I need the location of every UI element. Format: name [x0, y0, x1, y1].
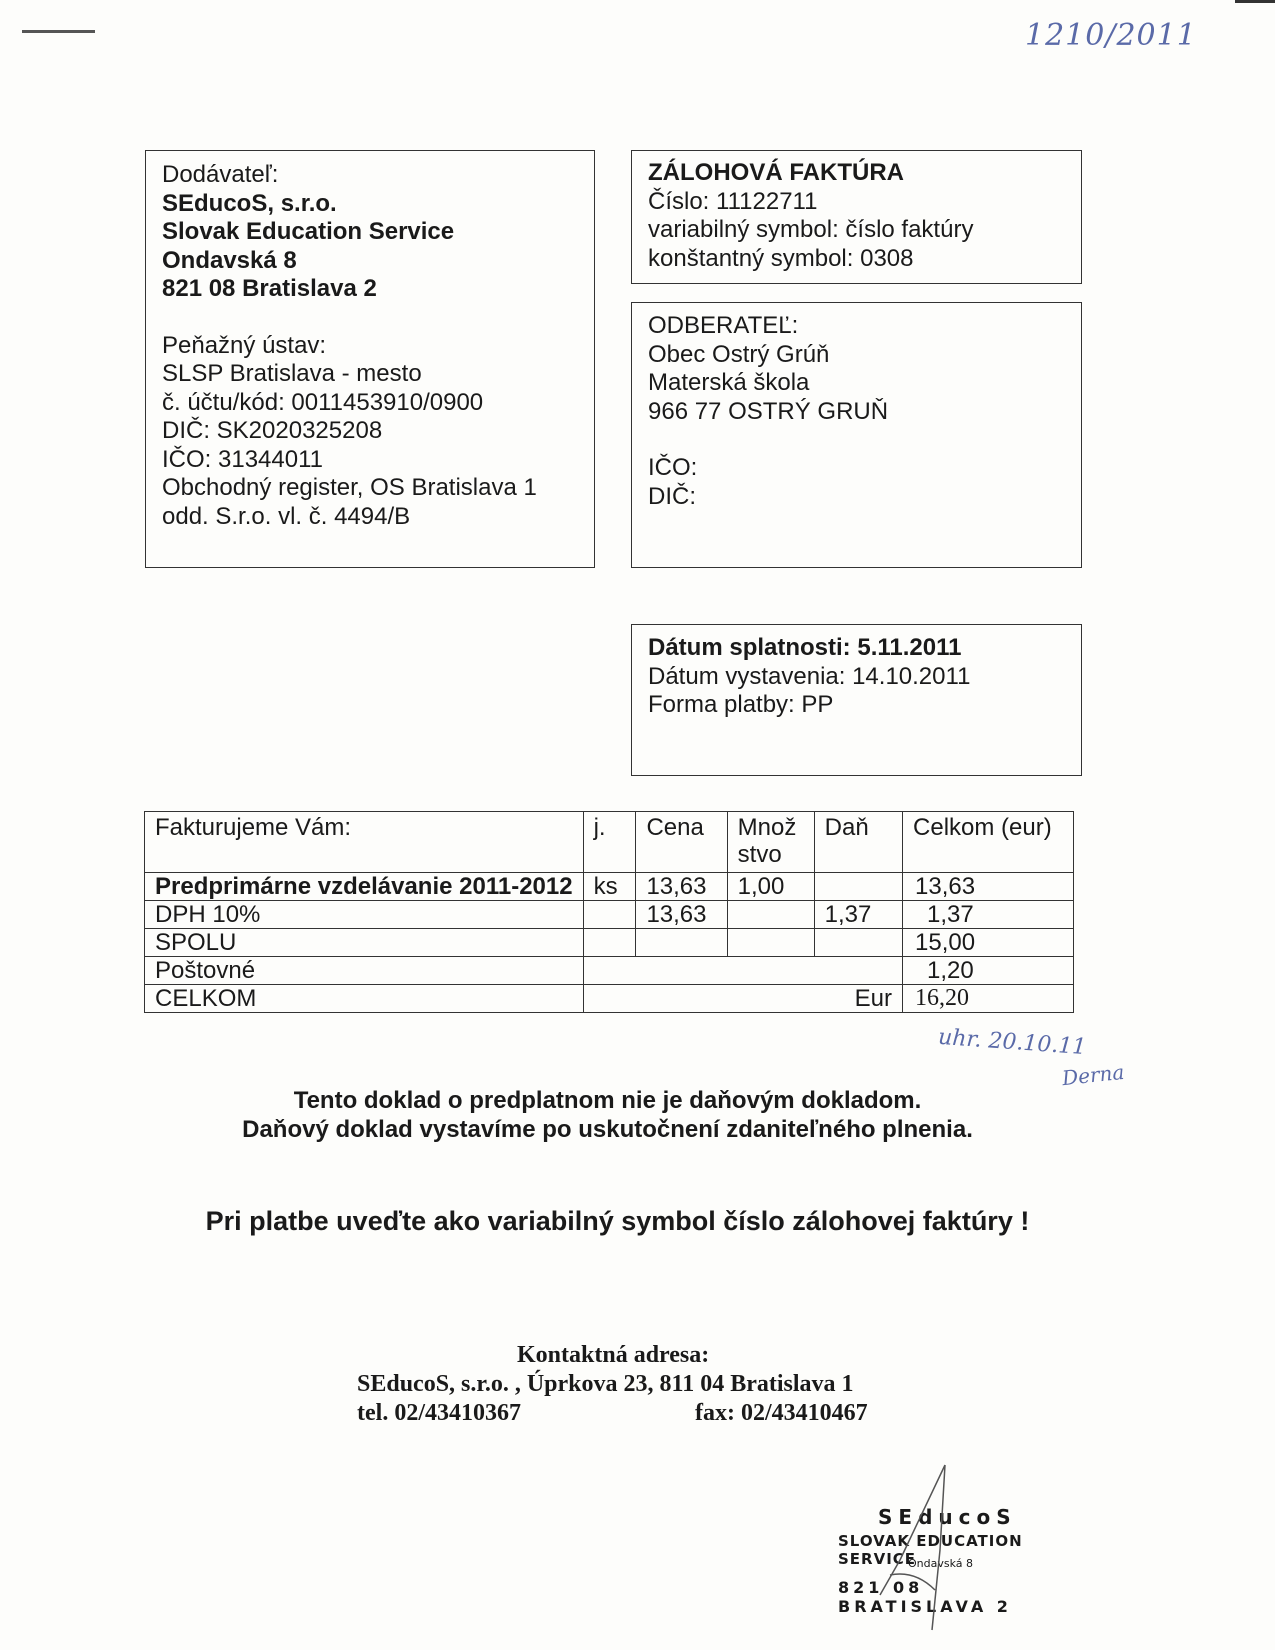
table-row	[145, 929, 1074, 957]
bank-name: SLSP Bratislava - mesto	[162, 360, 422, 387]
stamp-subtitle: SLOVAK EDUCATION SERVICE	[838, 1532, 1023, 1568]
contact-title: Kontaktná adresa:	[517, 1342, 710, 1368]
supplier-street: Ondavská 8	[162, 246, 297, 274]
item-unit: ks	[583, 873, 636, 901]
vat-total: 1,37	[903, 901, 1074, 929]
customer-box	[631, 302, 1082, 568]
invoice-title: ZÁLOHOVÁ FAKTÚRA	[648, 159, 904, 186]
header-price: Cena	[636, 812, 727, 873]
tax-note-1: Tento doklad o predplatnom nie je daňovým dokladom.	[293, 1087, 922, 1114]
variable-symbol: variabilný symbol: číslo faktúry	[648, 216, 974, 243]
item-description: Predprimárne vzdelávanie 2011-2012	[145, 873, 584, 901]
total-label: CELKOM	[145, 985, 584, 1013]
header-tax: Daň	[814, 812, 902, 873]
table-row	[145, 985, 1074, 1013]
items-table	[144, 811, 1074, 1013]
contact-phone: tel. 02/43410367	[357, 1400, 521, 1426]
header-quantity-part1: Množ	[737, 814, 797, 841]
stamp-city: 821 08 BRATISLAVA 2	[838, 1578, 1012, 1616]
contact-address: SEducoS, s.r.o. , Úprkova 23, 811 04 Bratislava 1	[357, 1371, 854, 1397]
invoice-number: Číslo: 11122711	[648, 187, 818, 215]
header-unit: j.	[583, 812, 636, 873]
bank-account: č. účtu/kód: 0011453910/0900	[162, 388, 484, 416]
postage-label: Poštovné	[145, 957, 584, 985]
constant-symbol: konštantný symbol: 0308	[648, 244, 914, 272]
stamp-name: SEducoS	[878, 1505, 1017, 1529]
payment-instruction: Pri platbe uveďte ako variabilný symbol číslo zálohovej faktúry !	[205, 1206, 1030, 1236]
customer-city: 966 77 OSTRÝ GRUŇ	[648, 397, 889, 425]
handwritten-paid-note: uhr. 20.10.11	[937, 1024, 1088, 1061]
total-currency: Eur	[583, 985, 902, 1013]
handwritten-reference: 1210/2011	[1025, 18, 1197, 53]
stamp-street: Ondavská 8	[908, 1557, 974, 1570]
customer-dic: DIČ:	[648, 482, 696, 510]
item-total: 13,63	[903, 873, 1074, 901]
scan-corner-mark	[1235, 0, 1275, 3]
customer-label: ODBERATEĽ:	[648, 312, 799, 339]
subtotal-value: 15,00	[903, 929, 1074, 957]
issue-date: Dátum vystavenia: 14.10.2011	[648, 662, 971, 690]
vat-unit	[583, 901, 636, 929]
subtotal-label: SPOLU	[145, 929, 584, 957]
header-total: Celkom (eur)	[903, 812, 1074, 873]
invoice-header-box	[631, 150, 1082, 284]
supplier-label: Dodávateľ:	[162, 161, 279, 188]
header-quantity	[727, 812, 814, 873]
table-row	[145, 957, 1074, 985]
total-value: 16,20	[903, 985, 1074, 1013]
item-tax	[814, 873, 902, 901]
supplier-ico: IČO: 31344011	[162, 445, 324, 473]
dates-box	[631, 624, 1082, 776]
item-price: 13,63	[636, 873, 727, 901]
table-row	[145, 901, 1074, 929]
bank-label: Peňažný ústav:	[162, 331, 327, 359]
supplier-register: Obchodný register, OS Bratislava 1	[162, 474, 537, 501]
supplier-dic: DIČ: SK2020325208	[162, 417, 383, 444]
tax-note-2: Daňový doklad vystavíme po uskutočnení zdaniteľného plnenia.	[242, 1116, 973, 1143]
customer-name: Obec Ostrý Grúň	[648, 340, 830, 368]
contact-fax: fax: 02/43410467	[695, 1400, 868, 1426]
supplier-register2: odd. S.r.o. vl. č. 4494/B	[162, 502, 411, 530]
vat-quantity	[727, 901, 814, 929]
vat-tax: 1,37	[814, 901, 902, 929]
customer-name2: Materská škola	[648, 369, 810, 396]
vat-label: DPH 10%	[145, 901, 584, 929]
table-header-row	[145, 812, 1074, 873]
vat-base: 13,63	[636, 901, 727, 929]
supplier-name: SEducoS, s.r.o.	[162, 189, 337, 217]
header-description: Fakturujeme Vám:	[145, 812, 584, 873]
supplier-box	[145, 150, 595, 568]
customer-ico: IČO:	[648, 454, 698, 481]
postage-value: 1,20	[903, 957, 1074, 985]
supplier-name2: Slovak Education Service	[162, 218, 455, 245]
header-quantity-part2: stvo	[737, 841, 782, 868]
supplier-city: 821 08 Bratislava 2	[162, 275, 377, 302]
payment-form: Forma platby: PP	[648, 691, 834, 718]
scan-mark-line	[22, 30, 95, 33]
item-quantity: 1,00	[727, 873, 814, 901]
handwritten-initials: Derna	[1060, 1059, 1126, 1091]
table-row	[145, 873, 1074, 901]
due-date: Dátum splatnosti: 5.11.2011	[648, 634, 962, 661]
signature	[860, 1460, 980, 1650]
